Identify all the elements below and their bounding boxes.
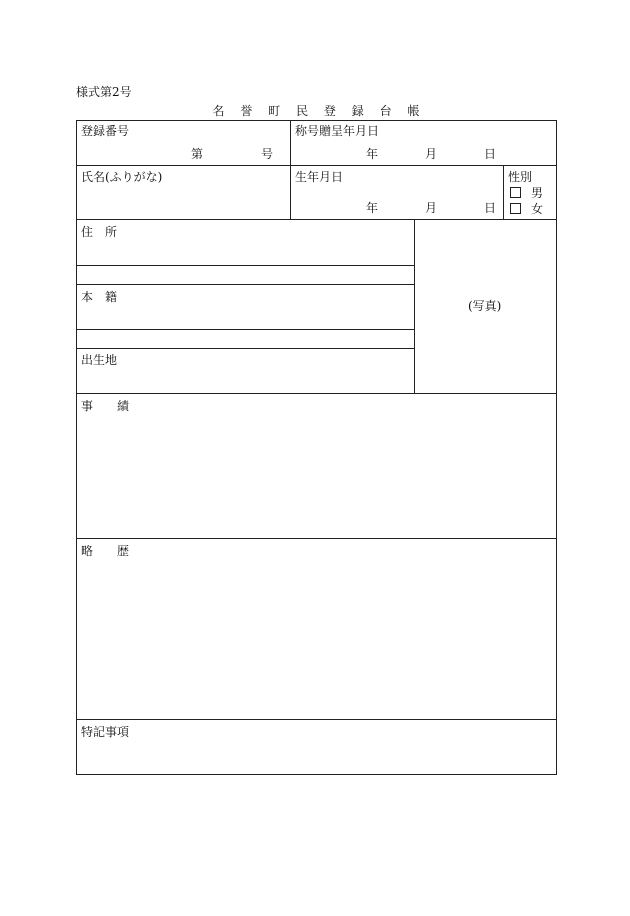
birthplace-label: 出生地 [81,353,118,367]
row-line [76,284,414,285]
title-char: 町 [268,104,281,118]
registration-prefix: 第 [191,147,204,161]
title-char: 登 [323,104,336,118]
gender-male-label: 男 [531,186,544,200]
row-line [76,265,414,266]
male-checkbox[interactable] [510,187,521,198]
title-char: 録 [351,104,364,118]
registration-suffix: 号 [261,147,274,161]
achievements-label: 事 績 [81,399,130,413]
title-char: 台 [379,104,392,118]
birth-month-label: 月 [425,201,438,215]
title-char: 誉 [240,104,253,118]
border-top [76,120,556,121]
title-char: 民 [296,104,309,118]
row-line [76,348,414,349]
notes-label: 特記事項 [81,725,130,739]
row-line [76,329,414,330]
career-label: 略 歴 [81,544,130,558]
row-line [76,719,556,720]
registration-label: 登録番号 [81,124,130,138]
award-year-label: 年 [366,147,379,161]
award-month-label: 月 [425,147,438,161]
title-char: 名 [212,104,225,118]
row-line [76,165,556,166]
gender-female-label: 女 [531,202,544,216]
col-line [414,219,415,393]
row-line [76,393,556,394]
birth-year-label: 年 [366,201,379,215]
row-line [76,219,556,220]
female-checkbox[interactable] [510,203,521,214]
gender-male-option[interactable] [510,186,543,200]
name-label: 氏名(ふりがな) [81,170,163,184]
gender-female-option[interactable] [510,202,543,216]
birth-day-label: 日 [484,201,497,215]
award-date-label: 称号贈呈年月日 [295,124,380,138]
award-day-label: 日 [484,147,497,161]
birth-date-label: 生年月日 [295,170,344,184]
border-right [556,120,557,774]
border-bottom [76,774,557,775]
col-line [290,120,291,219]
title-char: 帳 [407,104,420,118]
form-number: 様式第2号 [76,85,132,99]
photo-placeholder: (写真) [468,299,502,313]
domicile-label: 本 籍 [81,290,118,304]
col-line [503,165,504,219]
row-line [76,538,556,539]
form-title [76,104,556,118]
gender-label: 性別 [508,170,533,184]
address-label: 住 所 [81,225,118,239]
